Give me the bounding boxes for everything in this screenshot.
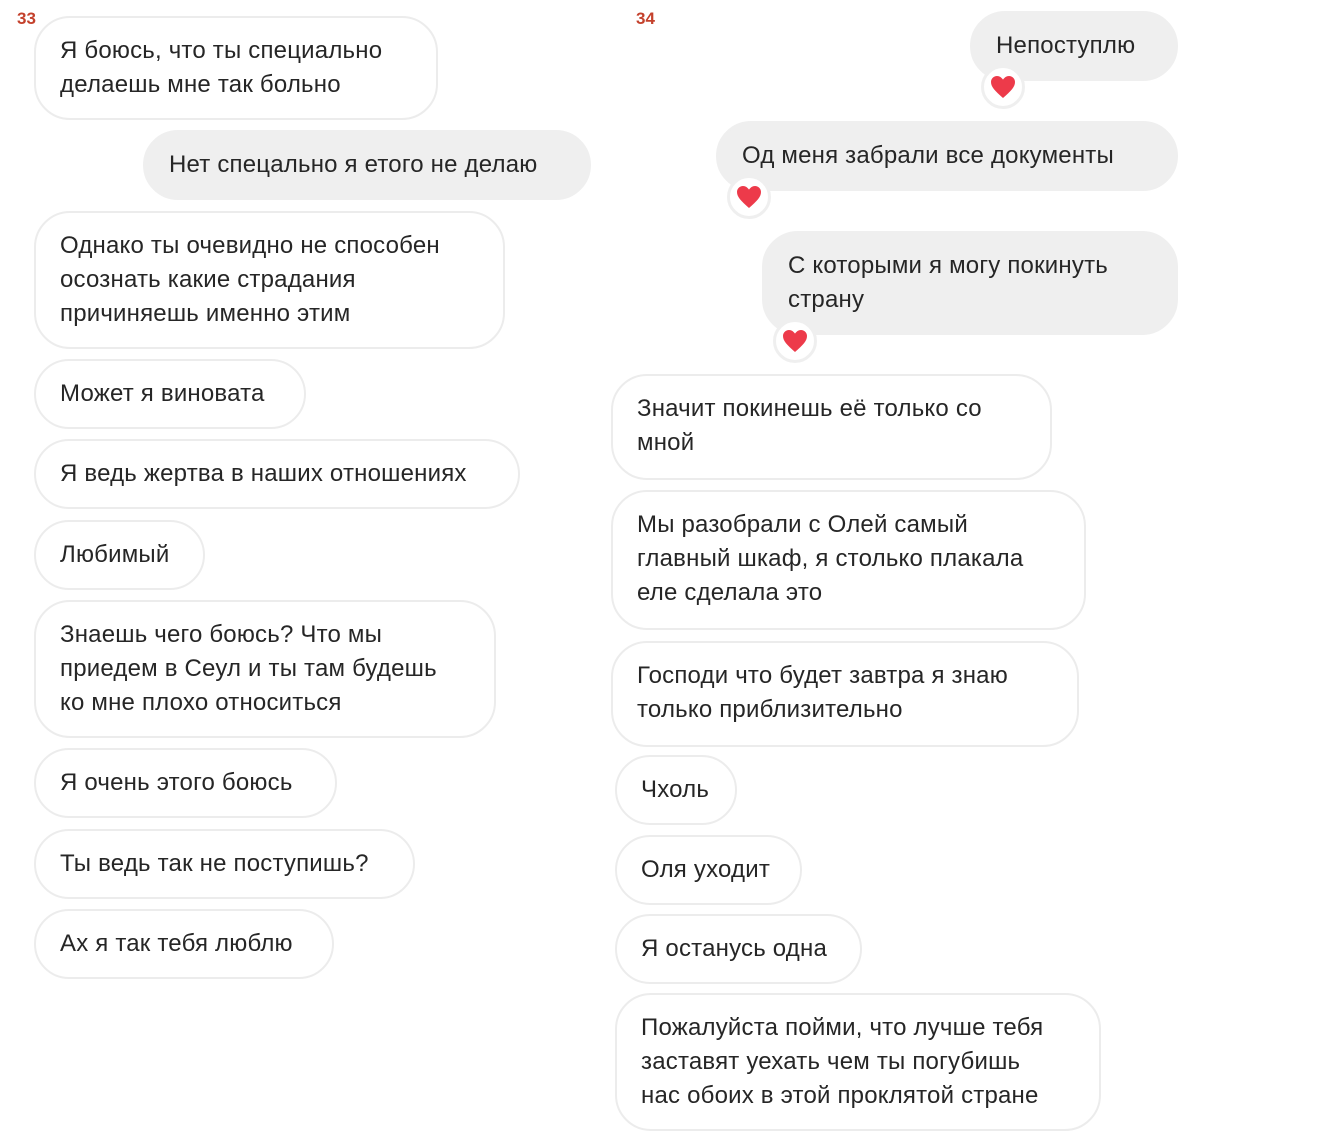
message-bubble-received[interactable]: Я ведь жертва в наших отношениях [34, 439, 520, 509]
message-bubble-received[interactable]: Мы разобрали с Олей самый главный шкаф, я столько плакала еле сделала это [611, 490, 1086, 630]
message-bubble-sent[interactable]: Непоступлю [970, 11, 1178, 81]
message-bubble-received[interactable]: Однако ты очевидно не способен осознать какие страдания причиняешь именно этим [34, 211, 505, 349]
message-bubble-received[interactable]: Я боюсь, что ты специально делаешь мне так больно [34, 16, 438, 120]
page-number-right: 34 [636, 9, 655, 28]
message-bubble-sent[interactable]: Нет спецально я етого не делаю [143, 130, 591, 200]
page-number-left: 33 [17, 9, 36, 28]
heart-icon [990, 75, 1016, 99]
message-bubble-received[interactable]: Ты ведь так не поступишь? [34, 829, 415, 899]
heart-reaction[interactable] [981, 65, 1025, 109]
message-bubble-received[interactable]: Я останусь одна [615, 914, 862, 984]
message-bubble-received[interactable]: Может я виновата [34, 359, 306, 429]
message-bubble-received[interactable]: Оля уходит [615, 835, 802, 905]
message-bubble-received[interactable]: Любимый [34, 520, 205, 590]
message-bubble-received[interactable]: Ах я так тебя люблю [34, 909, 334, 979]
message-bubble-received[interactable]: Чхоль [615, 755, 737, 825]
heart-reaction[interactable] [773, 319, 817, 363]
heart-reaction[interactable] [727, 175, 771, 219]
message-bubble-received[interactable]: Значит покинешь её только со мной [611, 374, 1052, 480]
message-bubble-received[interactable]: Пожалуйста пойми, что лучше тебя заставят уехать чем ты погубишь нас обоих в этой проклятой стране [615, 993, 1101, 1131]
message-bubble-sent[interactable]: С которыми я могу покинуть страну [762, 231, 1178, 335]
heart-icon [736, 185, 762, 209]
message-bubble-received[interactable]: Я очень этого боюсь [34, 748, 337, 818]
message-bubble-sent[interactable]: Од меня забрали все документы [716, 121, 1178, 191]
message-bubble-received[interactable]: Знаешь чего боюсь? Что мы приедем в Сеул и ты там будешь ко мне плохо относиться [34, 600, 496, 738]
heart-icon [782, 329, 808, 353]
message-bubble-received[interactable]: Господи что будет завтра я знаю только приблизительно [611, 641, 1079, 747]
